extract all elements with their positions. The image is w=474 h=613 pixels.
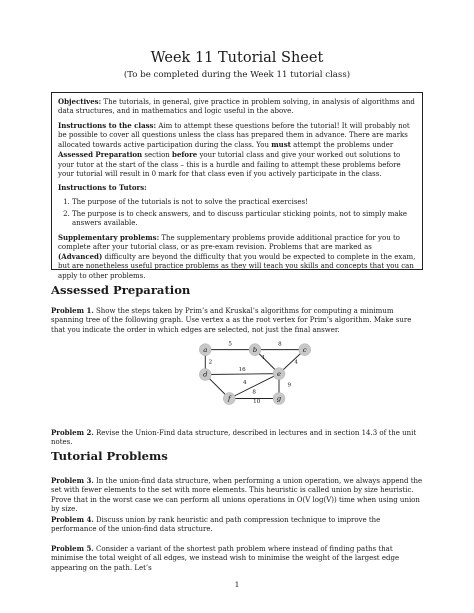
- graph-node-label: a: [203, 345, 208, 354]
- problem-1: [51, 306, 423, 335]
- problem-3-label: Problem 3.: [51, 476, 94, 485]
- edge-weight-label: 2: [208, 359, 213, 366]
- instructions-tutors-label-paragraph: [58, 183, 416, 193]
- tutor-list: [58, 198, 416, 229]
- graph-edge: [205, 374, 279, 375]
- tutor-list-item: 1. The purpose of the tutorials is not to solve the practical exercises!: [72, 198, 416, 207]
- objectives-label: Objectives:: [58, 97, 102, 106]
- page-subtitle: (To be completed during the Week 11 tutorial class): [123, 70, 351, 80]
- section-heading-tutorial: Tutorial Problems: [51, 449, 168, 463]
- problem-4: [51, 515, 423, 535]
- graph-node-label: d: [203, 370, 208, 379]
- supplementary-text: difficulty are beyond the difficulty that you would be expected to complete in the exam, but are nonetheless useful practice problems as they will teach you skills and concepts that you can apply to other problems.: [58, 253, 416, 280]
- supplementary-label: Supplementary problems:: [58, 232, 160, 242]
- page-number: 1: [234, 580, 240, 589]
- objectives-text: The tutorials, in general, give practice in problem solving, in analysis of algorithms and data structures, and in mathematics and logic useful in the above.: [58, 98, 415, 116]
- problem-2-text: Revise the Union-Find data structure, described in lectures and in section 14.3 of the unit notes.: [51, 429, 417, 447]
- edge-weight-label: 16: [238, 367, 246, 374]
- problem-5-label: Problem 5.: [51, 544, 94, 553]
- edge-weight-label: 10: [253, 398, 261, 405]
- instructions-class-text: section: [142, 151, 173, 160]
- page-title: Week 11 Tutorial Sheet: [150, 50, 324, 66]
- instructions-class-text: your tutorial class and give your worked out solutions to your tutor at the start of the class – this is a hurdle and failing to attempt these problems before your tutorial will result in 0 mark for that class even if you actively participate in the class.: [58, 151, 401, 179]
- edge-weight-label: 4: [294, 359, 298, 366]
- problem-1-text: Show the steps taken by Prim’s and Kruskal’s algorithms for computing a minimum spanning tree of the following graph. Use vertex a as the root vertex for Prim’s algorithm. Make sure that you indicate the order in which edges are selected, not just the final answer.: [51, 307, 412, 334]
- instructions-box: [51, 92, 423, 280]
- graph-node-label: e: [276, 369, 282, 378]
- problem-4-text: Discuss union by rank heuristic and path compression technique to improve the performance of the union-find data structure.: [51, 516, 381, 534]
- problem-3: [51, 476, 423, 514]
- problem-4-label: Problem 4.: [51, 515, 94, 524]
- problem-1-label: Problem 1.: [51, 306, 94, 315]
- supplementary-paragraph: [58, 233, 416, 281]
- graph-node-label: c: [302, 345, 307, 354]
- edge-weight-label: 1: [261, 355, 266, 362]
- instructions-tutors-label: Instructions to Tutors:: [58, 183, 147, 193]
- edge-weight-label: 8: [252, 389, 256, 396]
- instructions-class-text: attempt the problems under: [290, 141, 394, 150]
- problem-5: [51, 544, 423, 573]
- graph-node-label: g: [276, 394, 282, 403]
- problem-5-text: Consider a variant of the shortest path problem where instead of finding paths that minimise the total weight of all edges, we instead wish to minimise the weight of the largest edge appearing on the path. Let’s: [51, 545, 400, 572]
- objectives-paragraph: [58, 97, 416, 117]
- tutor-list-item: 2. The purpose is to check answers, and to discuss particular sticking points, not to simply make answers available.: [72, 210, 416, 229]
- instructions-class-text: Aim to attempt these questions before the tutorial! It will probably not be possible to cover all questions unless the class has prepared them in advance. There are marks allocated towards active participation during the class. You: [58, 121, 410, 150]
- instructions-class-label: Instructions to the class:: [58, 120, 157, 130]
- problem-2: [51, 428, 423, 448]
- section-heading-assessed: Assessed Preparation: [51, 283, 191, 297]
- graph-diagram: [195, 340, 315, 409]
- edge-weight-label: 4: [242, 379, 247, 386]
- edge-weight-label: 9: [287, 382, 292, 389]
- graph-node-label: f: [228, 394, 231, 403]
- before-emphasis: before: [172, 150, 198, 160]
- edge-weight-label: 5: [228, 341, 232, 348]
- instructions-class-paragraph: [58, 121, 416, 180]
- supplementary-text: The supplementary problems provide additional practice for you to complete after your tutorial class, or as pre-exam revision. Problems that are marked as: [58, 233, 400, 251]
- assessed-prep-emphasis: Assessed Preparation: [58, 150, 143, 160]
- problem-2-label: Problem 2.: [51, 428, 94, 437]
- must-emphasis: must: [271, 140, 291, 150]
- edge-weight-label: 8: [278, 341, 282, 348]
- problem-3-text: In the union-find data structure, when performing a union operation, we always append the set with fewer elements to the set with more elements. This heuristic is called union by size heuristic. Prove that in the worst case we can perform all unions operations in O(V log(V)) time when using union by size.: [51, 477, 423, 513]
- graph-node-label: b: [252, 345, 258, 354]
- advanced-emphasis: (Advanced): [58, 252, 103, 262]
